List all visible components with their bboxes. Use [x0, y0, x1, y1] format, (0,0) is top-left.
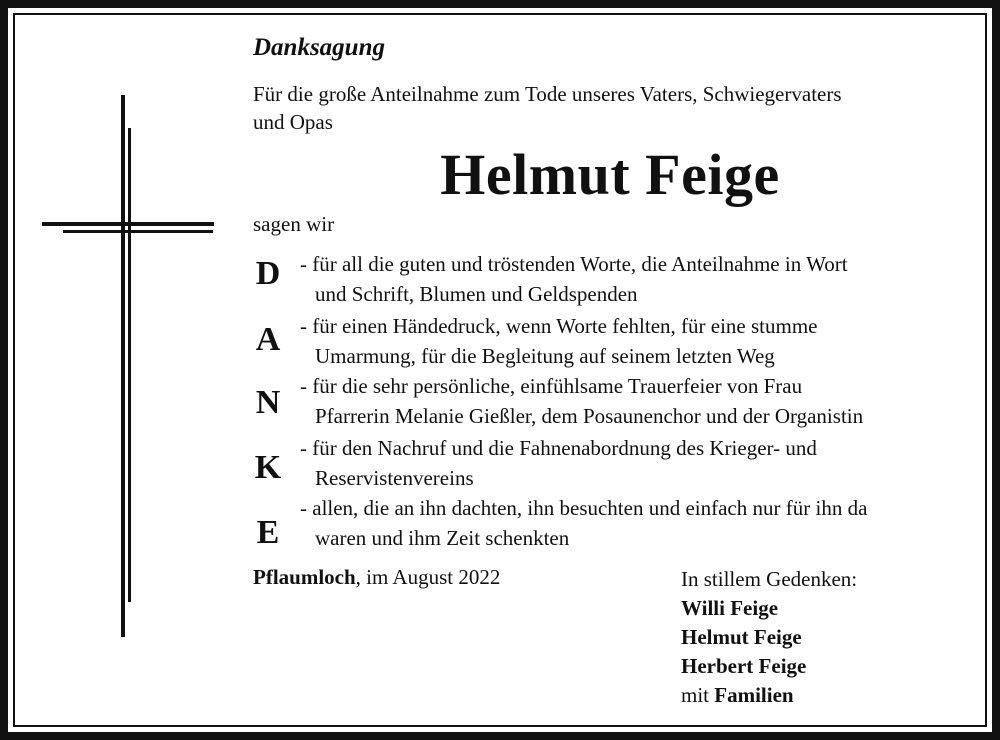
signature-name: Herbert Feige [681, 654, 807, 678]
danke-letter-e: E [256, 514, 280, 551]
intro-line-2: und Opas [253, 110, 333, 134]
place-date [253, 565, 500, 590]
signature-intro: In stillem Gedenken: [681, 567, 858, 591]
entry-line: - für die sehr persönliche, einfühlsame Trauerfeier von Frau [300, 374, 803, 398]
date-text: , im August 2022 [355, 565, 501, 589]
danke-entry-2 [300, 311, 970, 371]
signature-block [681, 565, 857, 710]
heading: Danksagung [253, 34, 385, 61]
danke-entry-5 [300, 493, 970, 553]
intro-line-1: Für die große Anteilnahme zum Tode unseres Vaters, Schwiegervaters [253, 82, 842, 106]
entry-line: und Schrift, Blumen und Geldspenden [315, 282, 638, 306]
danke-letter-a: A [255, 321, 281, 358]
deceased-name: Helmut Feige [440, 142, 780, 207]
danke-entry-3 [300, 371, 970, 431]
entry-line: Pfarrerin Melanie Gießler, dem Posaunenchor und der Organistin [315, 404, 864, 428]
danke-letter-d: D [255, 255, 281, 292]
intro-text [253, 80, 953, 136]
signature-family [681, 681, 857, 710]
entry-line: Umarmung, für die Begleitung auf seinem letzten Weg [315, 344, 775, 368]
entry-line: Reservistenvereins [315, 466, 474, 490]
sagen-wir: sagen wir [253, 212, 335, 236]
entry-line: waren und ihm Zeit schenkten [315, 526, 570, 550]
family-word: Familien [714, 683, 794, 707]
entry-line: - für all die guten und tröstenden Worte, die Anteilnahme in Wort [300, 252, 848, 276]
danke-letter-k: K [254, 449, 282, 486]
danke-letter-n: N [255, 384, 281, 421]
place-name: Pflaumloch [253, 565, 356, 589]
entry-line: - für einen Händedruck, wenn Worte fehlten, für eine stumme [300, 314, 818, 338]
entry-line: - für den Nachruf und die Fahnenabordnung des Krieger- und [300, 436, 817, 460]
danke-entry-1 [300, 249, 970, 309]
signature-name: Willi Feige [681, 596, 779, 620]
entry-line: - allen, die an ihn dachten, ihn besuchten und einfach nur für ihn da [300, 496, 868, 520]
family-prefix: mit [681, 683, 715, 707]
danke-entry-4 [300, 433, 970, 493]
signature-name: Helmut Feige [681, 625, 802, 649]
